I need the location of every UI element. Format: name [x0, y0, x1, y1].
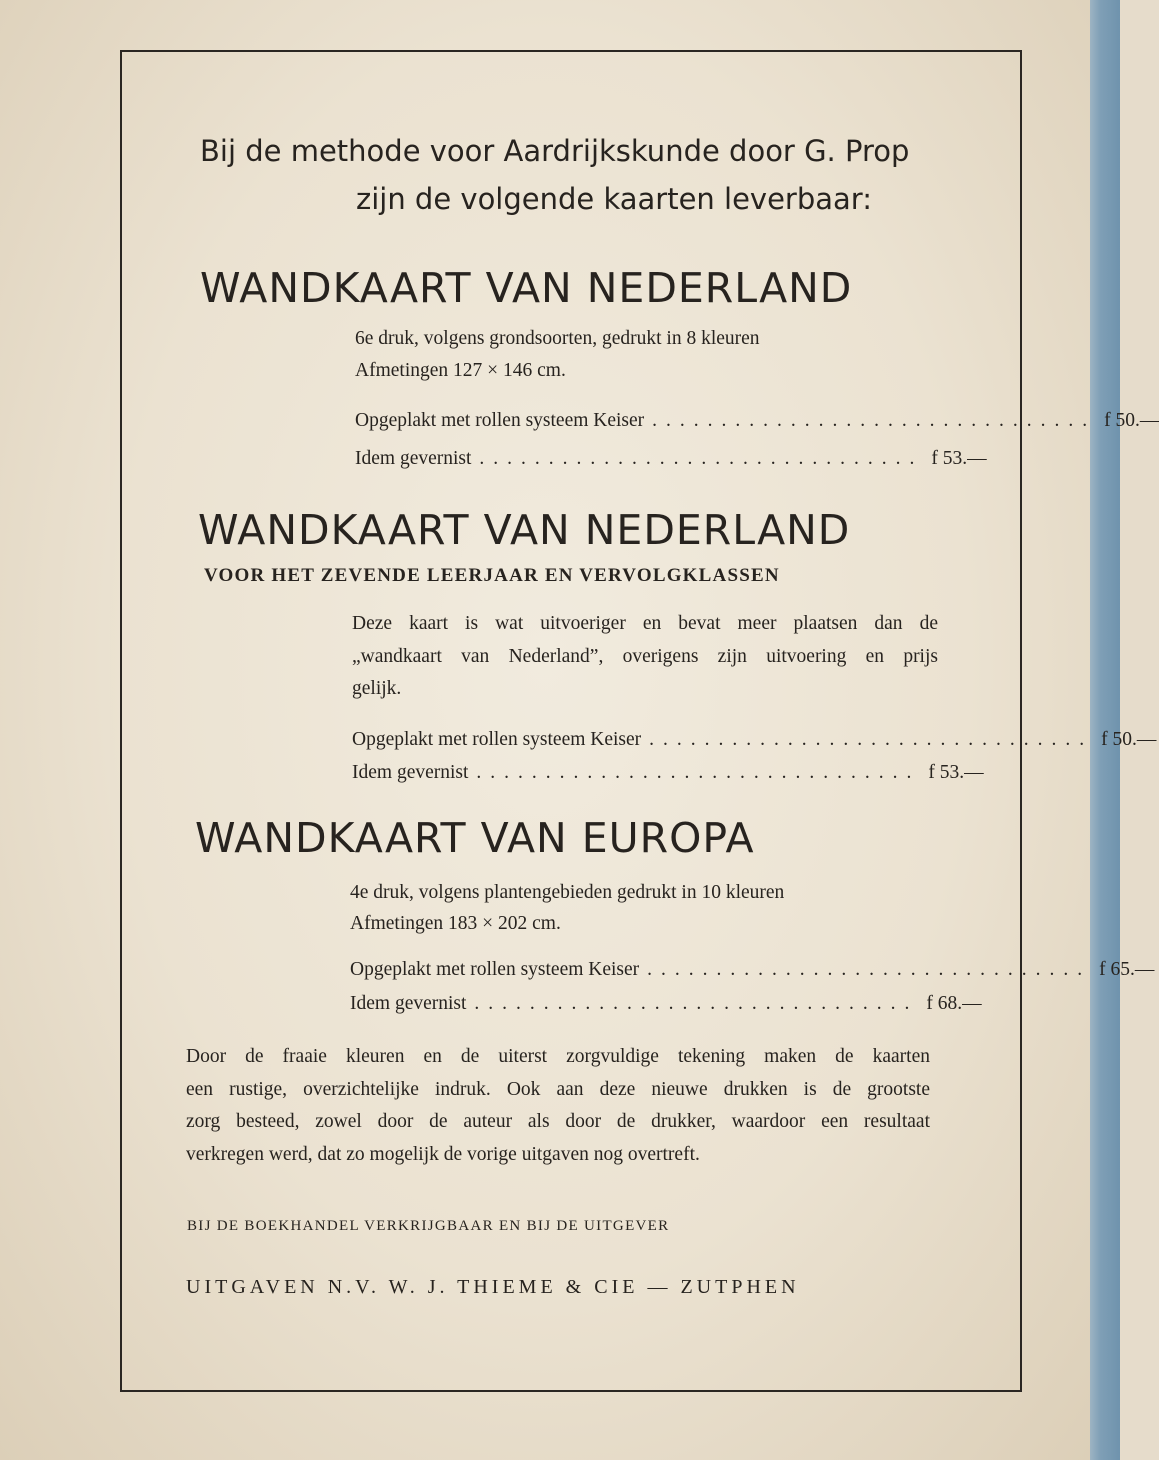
leader-dots: ................................: [479, 448, 924, 469]
price-value: f 53.—: [931, 448, 987, 469]
price-row: [350, 959, 1155, 981]
map-description: 4e druk, volgens plantengebieden gedrukt in 10 kleuren: [350, 882, 785, 903]
availability-note: BIJ DE BOEKHANDEL VERKRIJGBAAR EN BIJ DE UITGEVER: [187, 1218, 670, 1234]
leader-dots: ................................: [652, 410, 1097, 431]
closing-line: zorg besteed, zowel door de auteur als door de drukker, waardoor een resultaat: [186, 1111, 930, 1132]
leader-dots: ................................: [476, 762, 921, 783]
intro-line-2: zijn de volgende kaarten leverbaar:: [356, 182, 872, 216]
intro-line-1: Bij de methode voor Aardrijkskunde door G. Prop: [200, 134, 910, 168]
price-row: [352, 762, 984, 784]
price-label: Opgeplakt met rollen systeem Keiser: [352, 729, 642, 750]
price-label: Opgeplakt met rollen systeem Keiser: [355, 410, 645, 431]
advertisement-frame: [120, 50, 1022, 1392]
map-description: [352, 608, 938, 706]
map-dimensions: Afmetingen 183 × 202 cm.: [350, 913, 561, 934]
map-description: 6e druk, volgens grondsoorten, gedrukt in 8 kleuren: [355, 328, 760, 349]
price-row: [355, 410, 1159, 432]
map-title-nederland: WANDKAART VAN NEDERLAND: [200, 264, 853, 312]
closing-paragraph: [186, 1041, 930, 1171]
leader-dots: ................................: [647, 959, 1092, 980]
description-line: gelijk.: [352, 678, 402, 699]
price-value: f 50.—: [1104, 410, 1159, 431]
price-value: f 50.—: [1101, 729, 1157, 750]
map-subtitle: VOOR HET ZEVENDE LEERJAAR EN VERVOLGKLASSEN: [204, 565, 780, 586]
map-dimensions: Afmetingen 127 × 146 cm.: [355, 360, 566, 381]
description-line: Deze kaart is wat uitvoeriger en bevat meer plaatsen dan de: [352, 613, 938, 634]
price-value: f 65.—: [1099, 959, 1155, 980]
price-label: Opgeplakt met rollen systeem Keiser: [350, 959, 640, 980]
publisher-line: UITGAVEN N.V. W. J. THIEME & CIE — ZUTPHEN: [186, 1276, 800, 1298]
price-row: [355, 448, 987, 470]
price-label: Idem gevernist: [355, 448, 472, 469]
leader-dots: ................................: [649, 729, 1094, 750]
description-line: „wandkaart van Nederland”, overigens zijn uitvoering en prijs: [352, 645, 938, 667]
closing-line: een rustige, overzichtelijke indruk. Ook aan deze nieuwe drukken is de grootste: [186, 1078, 930, 1100]
map-title-nederland-zevende: WANDKAART VAN NEDERLAND: [198, 506, 851, 554]
price-value: f 68.—: [926, 993, 982, 1014]
price-label: Idem gevernist: [352, 762, 469, 783]
price-row: [350, 993, 982, 1015]
price-value: f 53.—: [928, 762, 984, 783]
closing-line: verkregen werd, dat zo mogelijk de vorige uitgaven nog overtreft.: [186, 1143, 700, 1165]
map-title-europa: WANDKAART VAN EUROPA: [195, 814, 755, 862]
closing-line: Door de fraaie kleuren en de uiterst zorgvuldige tekening maken de kaarten: [186, 1046, 930, 1067]
price-label: Idem gevernist: [350, 993, 467, 1014]
price-row: [352, 729, 1157, 751]
leader-dots: ................................: [474, 993, 919, 1014]
